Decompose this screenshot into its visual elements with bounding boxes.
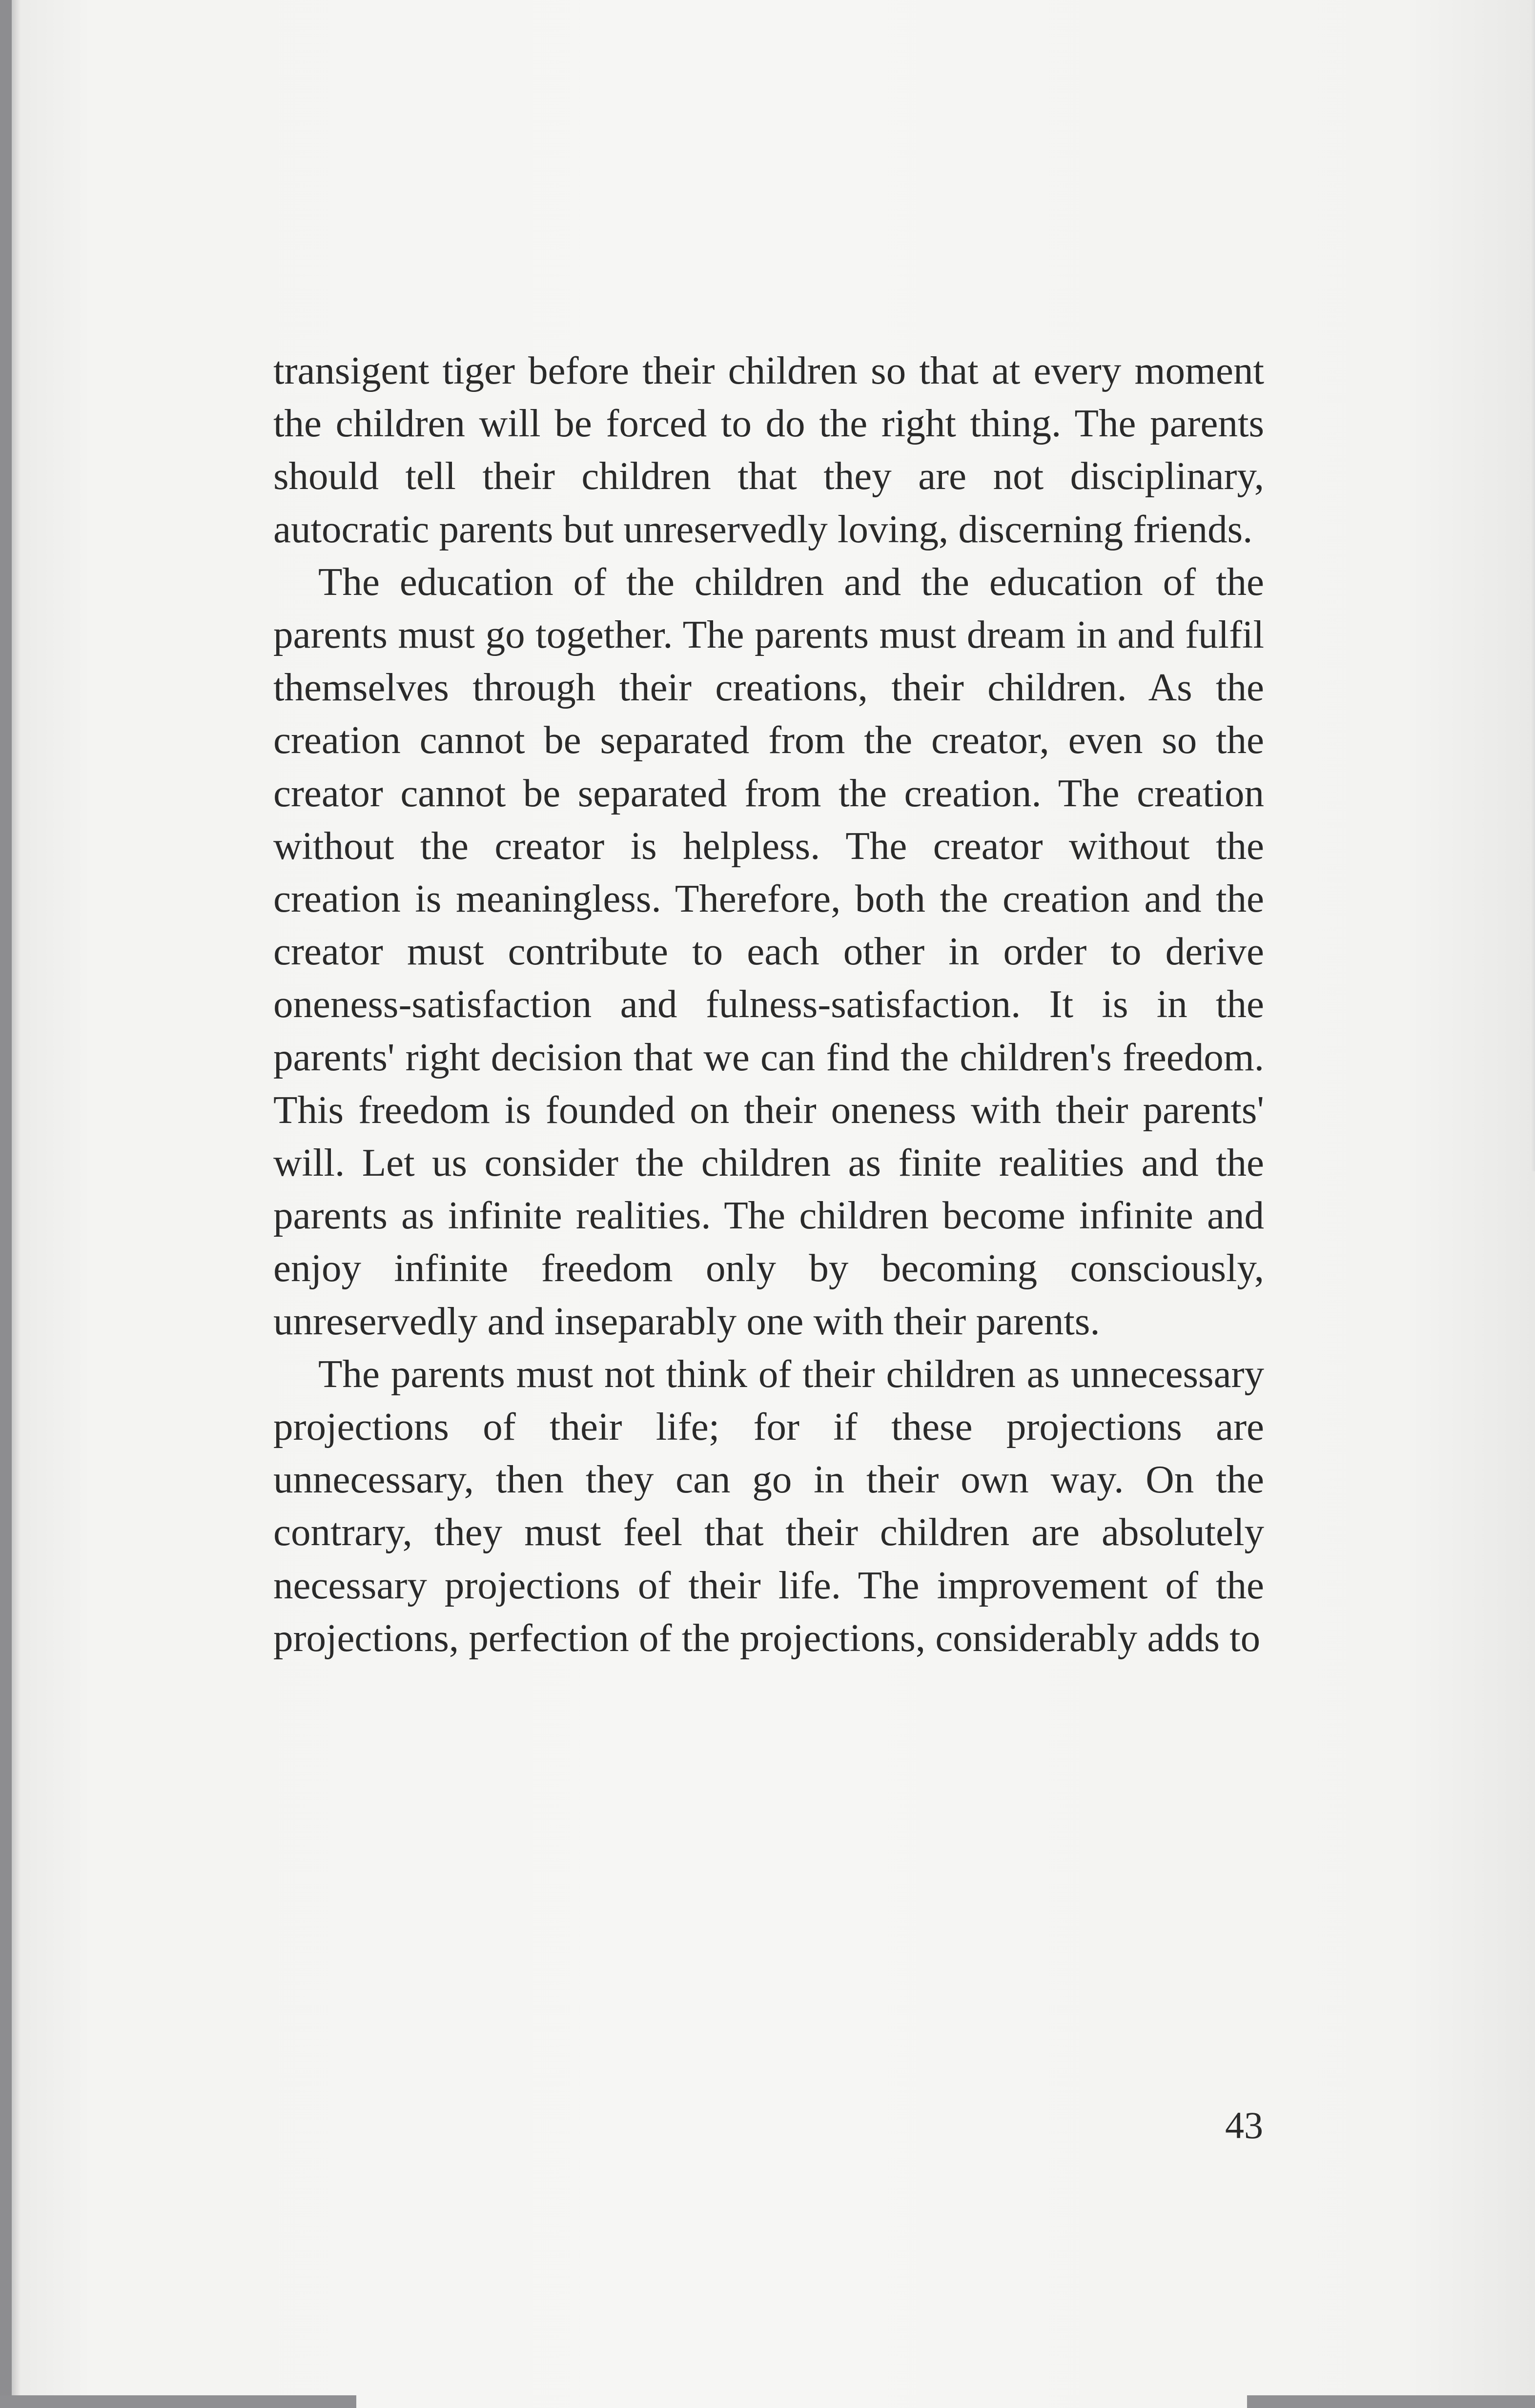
scan-edge-right: [1530, 0, 1535, 1171]
paragraph-continued: transigent tiger before their children so that at every moment the children will be forced to do the right thing. The parents should tell their children that they are not disciplinary, autocratic parents but unreservedly loving, discerning friends.: [273, 348, 1264, 551]
paragraph-education: The education of the children and the education of the parents must go together. The parents must dream in and fulfil themselves through their creations, their children. As the creation cannot be separated from the creator, even so the creator cannot be separated from the creation. The creation without the creator is helpless. The creator without the creation is meaningless. Therefore, both the creation and the creator must contribute to each other in order to derive oneness-satisfaction and fulness-satisfaction. It is in the parents' right decision that we can find the children's freedom. This freedom is founded on their oneness with their parents' will. Let us consider the children as finite realities and the parents as infinite realities. The children become infinite and enjoy infinite freedom only by becoming consciously, unreservedly and inseparably one with their parents.: [273, 559, 1264, 1343]
scan-edge-bottom-left: [0, 2395, 356, 2408]
scan-edge-bottom-right: [1247, 2395, 1535, 2408]
scan-edge-left: [0, 0, 12, 2408]
paragraph-projections: The parents must not think of their children as unnecessary projections of their life; for if these projections are unnecessary, then they can go in their own way. On the contrary, they must feel that their children are absolutely necessary projections of their life. The improvement of the projections, perfection of the projections, considerably adds to: [273, 1351, 1264, 1660]
page-number: 43: [1225, 2104, 1263, 2146]
page-gutter-shadow: [12, 0, 20, 2408]
body-text: [273, 344, 1264, 1664]
